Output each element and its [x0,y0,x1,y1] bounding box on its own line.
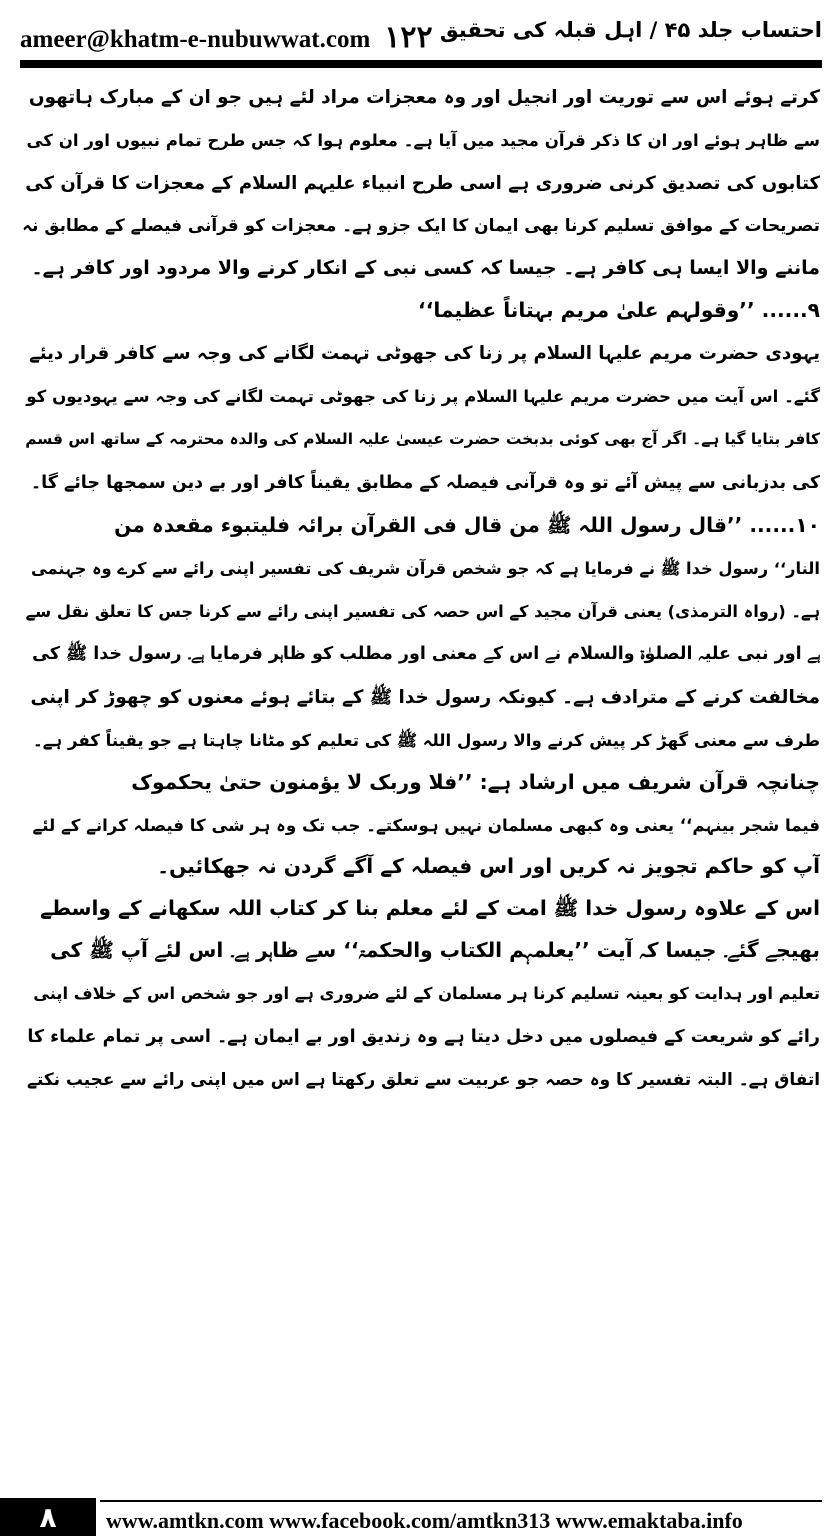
text-line: ہے اور نبی علیہ الصلوٰۃ والسلام نے اس کے معنی اور مطلب کو ظاہر فرمایا ہے۔ رسول خدا ﷺ کی [32,644,820,665]
text-line: کافر بتایا گیا ہے۔ اگر آج بھی کوئی بدبخت حضرت عیسیٰ علیہ السلام کی والدہ محترمہ کے ساتھ اس قسم [25,430,820,449]
body-text [22,76,820,1464]
text-line: یہودی حضرت مریم علیہا السلام پر زنا کی جھوٹی تہمت لگانے کی وجہ سے کافر قرار دیئے [29,342,820,364]
text-line: کتابوں کی تصدیق کرنی ضروری ہے اسی طرح انبیاء علیہم السلام کے معجزات کا قرآن کی [25,172,820,194]
page-footer [0,1494,840,1540]
text-line: گئے۔ اس آیت میں حضرت مریم علیہا السلام پر زنا کی جھوٹی تہمت لگانے کی وجہ سے یہودیوں کو [26,386,820,406]
footer-rule [100,1500,822,1502]
text-line: بھیجے گئے۔ جیسا کہ آیت ’’یعلمہم الکتاب والحکمۃ‘‘ سے ظاہر ہے۔ اس لئے آپ ﷺ کی [50,937,820,962]
header-email: ameer@khatm-e-nubuwwat.com [20,26,371,53]
text-line: طرف سے معنی گھڑ کر پیش کرنے والا رسول اللہ ﷺ کی تعلیم کو مٹانا چاہتا ہے جو یقیناً کفر ہے۔ [33,730,820,750]
text-line: کرتے ہوئے اس سے توریت اور انجیل اور وہ معجزات مراد لئے ہیں جو ان کے مبارک ہاتھوں [28,87,820,108]
text-line: آپ کو حاکم تجویز نہ کریں اور اس فیصلہ کے آگے گردن نہ جھکائیں۔ [157,854,820,879]
header-rule [20,60,822,68]
text-line: اتفاق ہے۔ البتہ تفسیر کا وہ حصہ جو عربیت سے تعلق رکھتا ہے اس میں اپنی رائے سے عجیب نکتے [27,1069,820,1090]
text-line: سے ظاہر ہوئے اور ان کا ذکر قرآن مجید میں آیا ہے۔ معلوم ہوا کہ جس طرح تمام نبیوں اور ان کی [26,130,820,150]
text-line: چنانچہ قرآن شریف میں ارشاد ہے: ’’فلا وربک لا یؤمنون حتیٰ یحکموک [131,769,820,794]
text-line: ہے۔ (رواہ الترمذی) یعنی قرآن مجید کے اس حصہ کی تفسیر اپنی رائے سے کرنا جس کا تعلق نقل سے [25,601,820,621]
footer-page-number: ۸ [0,1498,96,1536]
text-line: النار‘‘ رسول خدا ﷺ نے فرمایا ہے کہ جو شخص قرآن شریف کی تفسیر اپنی رائے سے کرے وہ جہنمی [31,558,820,578]
header-page-number: ۱۲۲ [384,21,433,54]
footer-urls: www.amtkn.com www.facebook.com/amtkn313 www.emaktaba.info [106,1508,743,1533]
page-header [20,14,822,56]
header-book-title: احتساب جلد ۴۵ / اہل قبلہ کی تحقیق [439,18,822,42]
text-line-hadith-10: ۱۰...... ’’قال رسول اللہ ﷺ من قال فی القرآن برائہ فلیتبوء مقعدہ من [114,512,820,537]
text-line: اس کے علاوہ رسول خدا ﷺ امت کے لئے معلم بنا کر کتاب اللہ سکھانے کے واسطے [40,896,820,921]
header-left [20,20,433,55]
text-line: مخالفت کرنے کے مترادف ہے۔ کیونکہ رسول خدا ﷺ کے بتائے ہوئے معنوں کو چھوڑ کر اپنی [30,687,820,709]
text-line: کی بدزبانی سے پیش آئے تو وہ قرآنی فیصلہ کے مطابق یقیناً کافر اور بے دین سمجھا جائے گا۔ [30,473,820,494]
text-line: فیما شجر بینہم‘‘ یعنی وہ کبھی مسلمان نہیں ہوسکتے۔ جب تک وہ ہر شی کا فیصلہ کرانے کے لئے [32,815,820,835]
text-line: تعلیم اور ہدایت کو بعینہ تسلیم کرنا ہر مسلمان کے لئے ضروری ہے اور جو شخص اس کے خلاف اپنی [33,983,820,1003]
text-line: رائے کو شریعت کے فیصلوں میں دخل دیتا ہے وہ زندیق اور بے ایمان ہے۔ اسی پر تمام علماء کا [27,1026,820,1047]
text-line: تصریحات کے موافق تسلیم کرنا بھی ایمان کا ایک جزو ہے۔ معجزات کو قرآنی فیصلے کے مطابق نہ [22,215,820,236]
text-line: ماننے والا ایسا ہی کافر ہے۔ جیسا کہ کسی نبی کے انکار کرنے والا مردود اور کافر ہے۔ [31,257,820,280]
text-line-verse-9: ۹...... ’’وقولہم علیٰ مریم بہتاناً عظیما‘‘ [418,297,820,322]
